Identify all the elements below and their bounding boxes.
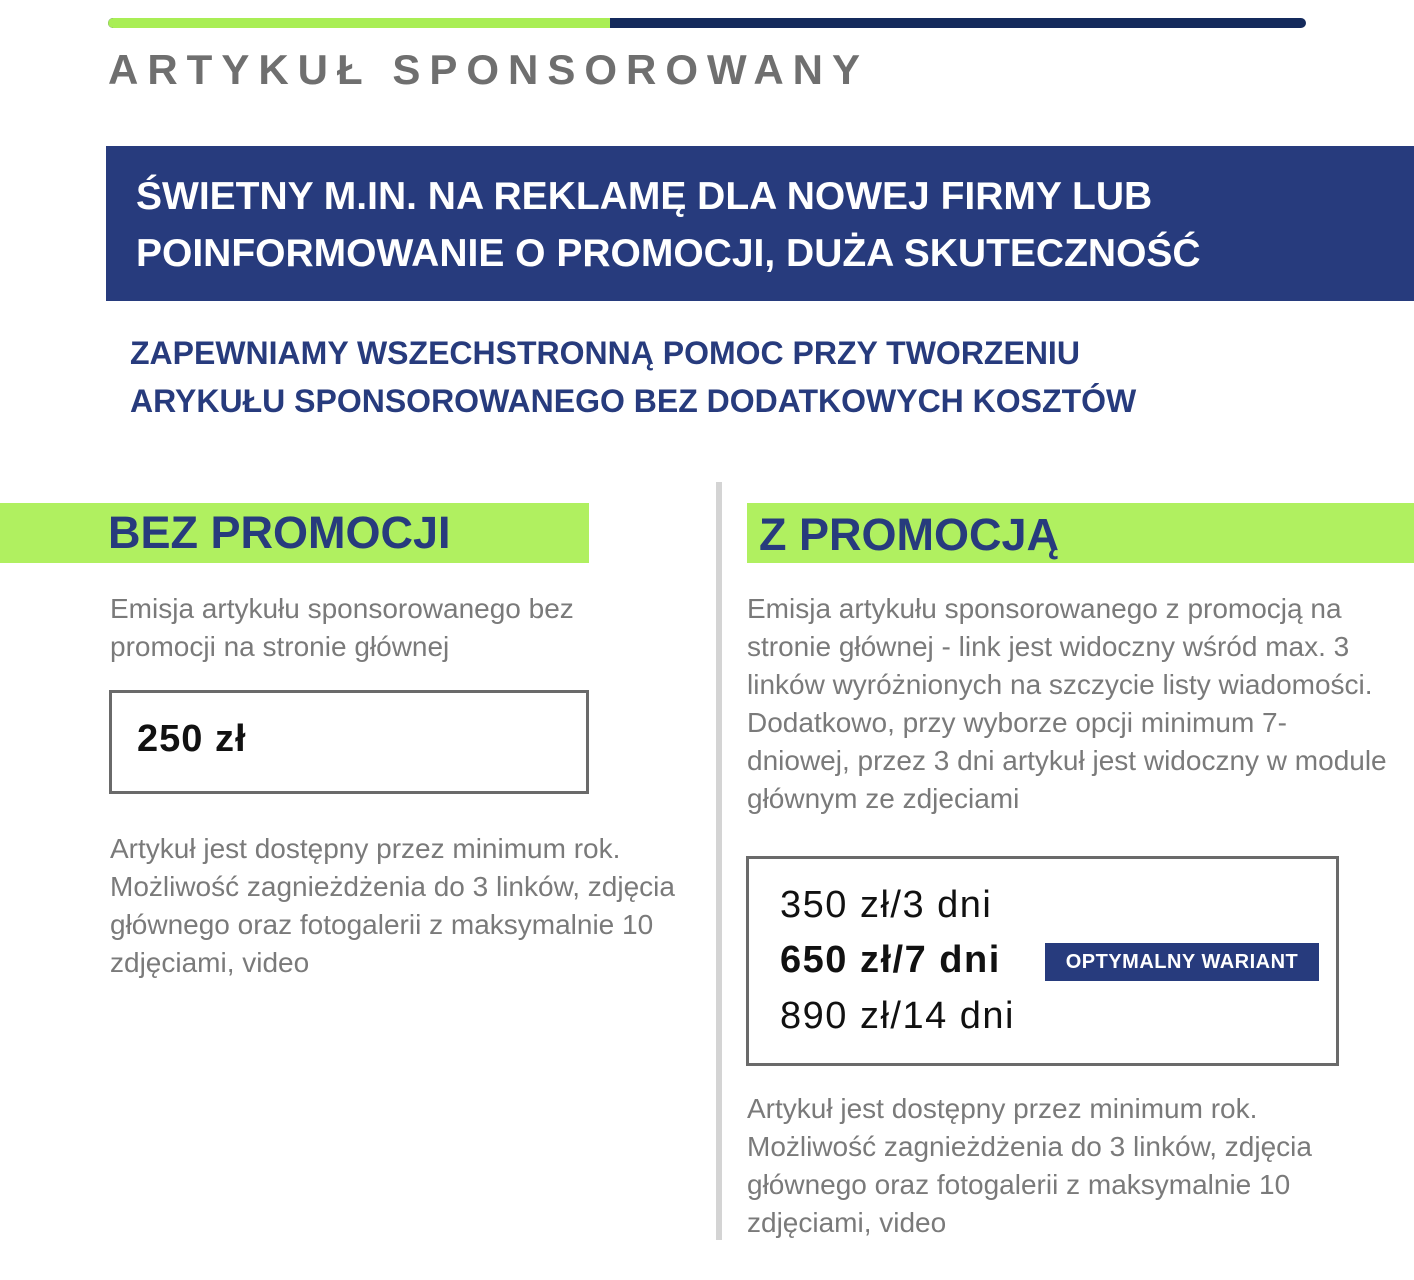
right-column-description: Emisja artykułu sponsorowanego z promocją na stronie głównej - link jest widoczny wśród max. 3 linków wyróżnionych na szczycie listy wiadomości. Dodatkowo, przy wyborze opcji minimum 7-dniowej, przez 3 dni artykuł jest widoczny w module głównym ze zdjeciami: [747, 593, 1387, 814]
right-price-box: [746, 856, 1339, 1066]
top-bar-accent: [108, 18, 610, 28]
headline-banner: [106, 146, 1414, 301]
subheading-line-1: ZAPEWNIAMY WSZECHSTRONNĄ POMOC PRZY TWORZENIU: [130, 335, 1080, 371]
top-progress-bar: [108, 18, 1306, 28]
left-price: 250 zł: [137, 718, 247, 760]
left-column-description: Emisja artykułu sponsorowanego bez promocji na stronie głównej: [110, 593, 574, 662]
right-column-details: Artykuł jest dostępny przez minimum rok. Możliwość zagnieżdżenia do 3 linków, zdjęcia głównego oraz fotogalerii z maksymalnie 10 zdjęciami, video: [747, 1093, 1312, 1238]
column-divider: [716, 482, 722, 1240]
optimal-variant-badge: OPTYMALNY WARIANT: [1045, 943, 1319, 981]
right-column-header: [747, 503, 1414, 563]
price-option-14-days: 890 zł/14 dni: [780, 995, 1015, 1037]
subheading: [130, 329, 1390, 425]
subheading-line-2: ARYKUŁU SPONSOROWANEGO BEZ DODATKOWYCH KOSZTÓW: [130, 383, 1137, 419]
price-option-7-days: 650 zł/7 dni: [780, 939, 1001, 981]
banner-line-1: ŚWIETNY M.IN. NA REKLAMĘ DLA NOWEJ FIRMY LUB: [136, 175, 1153, 218]
left-column-title: BEZ PROMOCJI: [108, 507, 451, 558]
left-column-header: [0, 503, 589, 563]
left-column-details: Artykuł jest dostępny przez minimum rok. Możliwość zagnieżdżenia do 3 linków, zdjęcia głównego oraz fotogalerii z maksymalnie 10 zdjęciami, video: [110, 833, 675, 978]
page-eyebrow-title: ARTYKUŁ SPONSOROWANY: [108, 46, 870, 93]
price-option-3-days: 350 zł/3 dni: [780, 884, 993, 926]
banner-line-2: POINFORMOWANIE O PROMOCJI, DUŻA SKUTECZNOŚĆ: [136, 232, 1201, 275]
left-price-box: [109, 690, 589, 794]
right-column-title: Z PROMOCJĄ: [759, 509, 1060, 560]
